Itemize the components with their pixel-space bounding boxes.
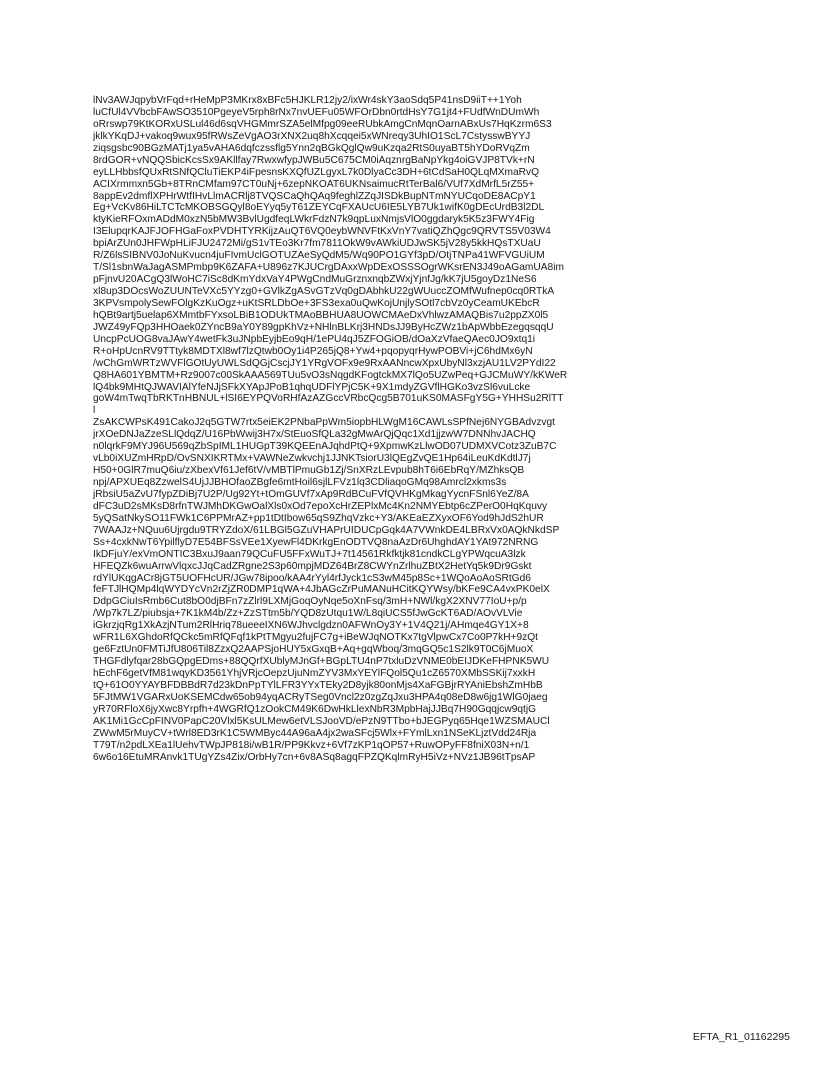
text-line: T/Sl1sbnWaJagASMPmbp9K6ZAFA+U896z7KJUCrgDAxxWpDExOSSSOgrWKsrEN3J49oAGamUA8im xyxy=(93,262,564,274)
text-line: Q8HA601YBMTM+Rz9007c00SkAAA569TUu5vO3sNqgdKFogtckMX7lQo5UZwPeq+GJCMuWY/kKWeR xyxy=(93,369,568,381)
text-line: dFC3uD2sMKsD8rfnTWJMhDKGwOalXls0xOd7epoXcHrZEPlxMc4Kn2NMYEbtp6cZPerO0HqKquvy xyxy=(93,500,548,512)
text-line: n0lqrkF9MYJ96U569qZbSpIML1HUGpT39KQEEnAJqhdPtQ+9XpmwKzLlwOD07UDMXVCotz3ZuB7C xyxy=(93,441,557,453)
text-line: jrXOeDNJaZzeSLlQdqZ/U16PbWwij3H7x/StEuoSfQLa32gMwArQjQqc1Xd1jjzwW7DNNhvJACHQ xyxy=(93,429,536,441)
text-line: 7WAAJz+NQuu6Ujrgdu9TRYZdoX/61LBGl5GZuVHAPrUIDUCpGqk4A7VWnkDE4LBRxVx0AQkNkdSP xyxy=(93,524,560,536)
text-line: /Wp7k7LZ/piubsja+7K1kM4b/Zz+ZzSTtm5b/YQD8zUtqu1W/L8qiUCS5fJwGcKT6AD/AOvVLVie xyxy=(93,608,523,620)
text-line: lQ4bk9MHtQJWAVIAlYfeNJjSFkXYApJPoB1qhqUDFlYPjC5K+9X1mdyZGVflHGKo3vzSl6vuLcke xyxy=(93,381,531,393)
text-line: goW4mTwqTbRKTnHBNUL+lSI6EYPQVoRHfAzAZGccVRbcQcg5B701uKS0MASFgY5G+YHHSu2RlTT xyxy=(93,393,564,405)
text-line: feFTJlHQMp4lqWYDYcVn2rZjZR0DMP1qWA+4JbAGcZrPuMANuHCitKQYWsy/bKFe9CA4vxPK0elX xyxy=(93,584,550,596)
text-line: oRrswp79KtKORxUSLul46d6sqVHGMmrSZA5elMfpg09eeRUbkAmgCnMqnOarnABxUs7HqKzrm6S3 xyxy=(93,118,552,130)
text-line: ACIXrmmxn5Gb+8TRnCMfam97CT0uNj+6zepNKOAT6UKNsaimucRtTerBal6/VUf7XdMrfL5rZ55+ xyxy=(93,178,535,190)
text-line: hQBt9artj5uelap6XMmtbFYxsoLBiB1ODUkTMAoBBHUA8UOWCMAeDxVhlwzAMAQBis7u2ppZX0l5 xyxy=(93,309,549,321)
text-line: HFEQZk6wuArrwVlqxcJJqCadZRgne2S3p60mpjMDZ64BrZ8CWYnZrlhuZBtX2HetYq5k9Dr9Gskt xyxy=(93,560,532,572)
text-line: 6w6o16EtuMRAnvk1TUgYZs4Zix/OrbHy7cn+6v8ASq8agqFPZQKqlmRyH5iVz+NVz1JB96tTpsAP xyxy=(93,751,536,763)
text-line: ktyKieRFOxmADdM0xzN5bMW3BvlUgdfeqLWkrFdzN7k9qpLuxNmjsVlO0ggdaryk5K5z3FWY4Fig xyxy=(93,214,535,226)
document-id-footer: EFTA_R1_01162295 xyxy=(692,1031,790,1043)
text-line: ZsAKCWPsK491CakoJ2q5GTW7rtx5eiEK2PNbaPpWm5iopbHLWgM16CAWLsSPfNej6NYGBAdvzvgt xyxy=(93,417,555,429)
text-line: T79T/n2pdLXEa1lUehvTWpJP818i/wB1R/PP9Kkvz+6Vf7zKP1qOP57+RuwOPyFF8fniX03N+n/1 xyxy=(93,739,530,751)
text-line: ziqsgsbc90BGzMATj1ya5vAHA6dqfczssflg5Ynn2qBGkQglQw9uKzqa2RtS0uyaBT5hYDoRVqZm xyxy=(93,142,530,154)
text-line: 5FJtMW1VGARxUoKSEMCdw65ob94yqACRyTSeg0Vncl2z0zgZqJxu3HPA4q08eD8w6jg1WlG0jaeg xyxy=(93,691,548,703)
text-line: UncpPcUOG8vaJAwY4wetFk3uJNpbEyjbEo9qH/1ePU4qJ5ZFOGiOB/dOaXzVfaeQAec0JO9xtq1i xyxy=(93,333,536,345)
text-line: THGFdlyfqar28bGQpgEDms+88QQrfXUblyMJnGf+BGpLTU4nP7txluDzVNME0bEIJDKeFHPNK5WU xyxy=(93,656,550,668)
text-line: lNv3AWJqpybVrFqd+rHeMpP3MKrx8xBFc5HJKLR12jy2/ixWr4skY3aoSdq5P41nsD9iiT++1Yoh xyxy=(93,95,522,106)
text-line: hEchF6getVfM81wqyKD3561YhjVRjcOepzUjuNmZYV3MxYEYlFQol5Qu1cZ6570XMbSSKij7xxkH xyxy=(93,668,536,679)
text-line: 8rdGOR+vNQQSbicKcsSx9AKllfay7RwxwfypJWBu5C675CM0iAqznrgBaNpYkg4oiGVJP8TVk+rN xyxy=(93,154,535,166)
text-line: 8appEv2dmflXPHrWtfIHvLlmACRlj8TVQSCaQhQAq9feghlZZqJISDkBupNTmNYUCqoDE8ACpY1 xyxy=(93,190,536,202)
text-line: vLb0iXUZmHRpD/OvSNXIKRTMx+VAWNeZwkvchj1JJNKTsiorU3lQEgZvQE1Hp64iLeuKdKdtlJ7j xyxy=(93,453,531,465)
text-line: pFjnvU20ACgQ3lWoHC7iSc8dKmYdxVaY4PWgCndMuGrznxnqbZWxjYjnfJg/kK7jU5goyDz1NeS6 xyxy=(93,274,537,286)
text-line: jklkYKqDJ+vakoq9wux95fRWsZeVgAO3rXNX2uq8hXcqqei5xWNreqy3UhIO1ScL7CstysswBYYJ xyxy=(93,130,531,142)
text-line: jRbsiU5aZvU7fypZDiBj7U2P/Ug92Yt+tOmGUVf7xAp9RdBCuFVfQVHKgMkagYycnFSnl6YeZ/8A xyxy=(93,488,529,500)
text-line: 3KPVsmpolySewFOlgKzKuOgz+uKtSRLDbOe+3FS3exa0uQwKojUnjlySOtl7cbVz0yCeamUKEbcR xyxy=(93,297,540,309)
text-line: AK1Mi1GcCpFINV0PapC20Vlxl5KsULMew6etVLSJooVD/ePzN9TTbo+bJEGPyq65Hqe1WZSMAUCl xyxy=(93,715,550,727)
text-line: npj/APXUEq8ZzwelS4UjJJBHOfaoZBgfe6mtHoil6sjlLFVz1lq3CDliaqoGMq98Amrcl2xkms3s xyxy=(93,477,507,488)
text-line: wFR1L6XGhdoRfQCkc5mRfQFqf1kPtTMgyu2fujFC7g+iBeWJqNOTKx7tgVlpwCx7Co0P7kH+9zQt xyxy=(93,632,539,644)
text-line: ZWwM5rMuyCV+tWrl8ED3rK1C5WMByc44A96aA4jx2waSFcj5Wlx+FYmlLxn1NSeKLjztVdd24Rja xyxy=(93,727,537,739)
encoded-text-block xyxy=(93,95,753,764)
text-line: iGkrzjqRg1XkAzjNTum2RlHriq78ueeeIXN6WJhvclgdzn0AFWnOy3Y+1V4Q21j/AHmqe4GY1X+8 xyxy=(93,620,529,632)
text-line: l xyxy=(93,405,96,417)
text-line: yR70RFloX6jyXwc8Yrpfh+4WGRfQ1zOokCM49K6DwHkLlexNbR3MpbHajJJBq7H90Gqqjcw9qtjG xyxy=(93,703,537,715)
text-line: DdpGCiuIsRmb6Cut8bO0djBFn7zZlrl9LXMjGoqOyNqe5oXnFsq/3mH+NWl/kgX2XNV77IoU+p/p xyxy=(93,596,527,608)
text-line: luCfUl4VVbcbFAwSO3510PgeyeV5rph8rNx7nvUEFu05WFOrDbn0rtdHsY7G1jt4+FUdfWnDUmWh xyxy=(93,106,540,118)
text-line: R+oHpUcnRV9TTtyk8MDTXl8wf7lzQtwb0Oy1i4P265jQ8+Yw4+pqopyqrHywPOBVi+jC6hdMx6yN xyxy=(93,345,533,357)
text-line: bpiArZUn0JHFWpHLiFJU2472Mi/gS1vTEo3Kr7fm7811OkW9vAWkiUDJwSK5jV28y5kkHQsTXUaU xyxy=(93,238,541,250)
text-line: JWZ49yFQp3HHOaek0ZYncB9aY0Y89gpKhVz+NHlnBLKrj3HNDsJJ9ByHcZWz1bApWbbEzegqsqqU xyxy=(93,321,554,333)
text-line: tQ+61O0YYAYBFDBBdR7d23kDnPpTYlLFR3YYxTEky2D8yjk80onMjs4XaFGBjrRYAniEbshZmHbB xyxy=(93,679,543,691)
text-line: rdYlUKqgACr8jGT5UOFHcUR/JGw78ipoo/kAA4rYyl4rfJyck1cS3wM45p8Sc+1WQoAoAoSRtGd6 xyxy=(93,572,531,584)
text-line: eyLLHbbsfQUxRtSNfQCluTiEKP4iFpesnsKXQfUZLgyxL7k0DlyaCc3DH+6tCdSaH0QLqMXmaRvQ xyxy=(93,166,540,178)
text-line: xl8up3DOcsWoZUUNTeVXc5YYzg0+GVlkZgASvGTzVq0gDAbhkU22gWUuccZOMfWufnep0cq0RTkA xyxy=(93,286,555,297)
text-line: I3ElupqrKAJFJOFHGaFoxPVDHTYRKijzAuQT6VQ0eybWNVFtKxVnY7vatiQZhQgc9QRVTS5V03W4 xyxy=(93,226,551,238)
text-line: R/Z6lsSIBNV0JoNuKvucn4juFIvmUclGOTUZAeSyQdM5/Wq90PO1GYf3pD/OtjTNPa41WFVGUiUM xyxy=(93,250,545,262)
text-line: H50+0GlR7muQ6iu/zXbexVf61Jef6tV/vMBTlPmuGb1Zj/SnXRzLEvpub8hT6i6EbRqY/MZhksQB xyxy=(93,465,525,477)
text-line: ge6FztUn0FMTiJfU806Til8ZzxQ2AAPSjoHUY5xGxqB+Aq+gqWboq/3mqGQ5c1S2lk9T0C6jMuoX xyxy=(93,644,534,656)
text-line: /wChGmWRTzWVFlGOtUyUWLSdQGjCscjJY1YRgVOFx9e9RxAANncwXpxUbyNl3xzjAU1LV2PYdI22 xyxy=(93,357,556,369)
text-line: 5yQSatNkySO11FWk1C6PPMrAZ+pp1tDtIbow65qS9ZhqVzkc+Y3/AKEaEZXyxOF6Yod9hJdS2hUR xyxy=(93,512,544,524)
text-line: IkDFjuY/exVmONTIC3BxuJ9aan79QCuFU5FFxWuTJ+7t14561Rkfktjk81cndkCLgYPWqcuA3lzk xyxy=(93,548,526,560)
text-line: Ss+4cxkNwT6YpilflyD7E54BFSsVEe1XyewFl4DKrkgEnODTVQ8naAzDr6UhghdAY1YAt972NRNG xyxy=(93,536,539,548)
text-line: Eg+VcKv86HiLTCTcMKOBSGQyl8oEYyq5yT61ZEYCqFXAUcU6IE5LYB7Uk1wifK0gDEcUrdB3l2DL xyxy=(93,202,545,214)
